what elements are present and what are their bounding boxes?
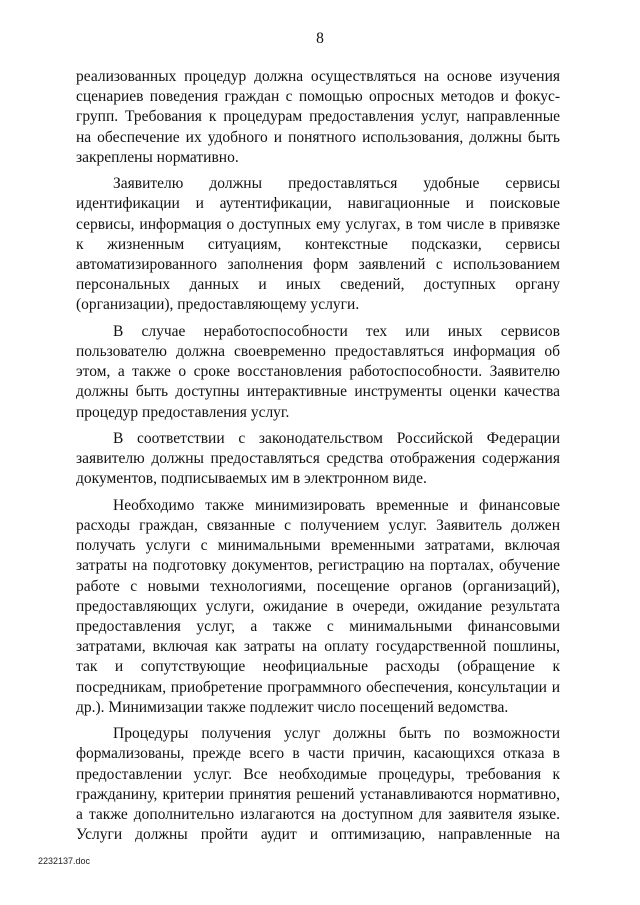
paragraph-5: Необходимо также минимизировать временные и финансовые расходы граждан, связанные с получением услуг. Заявитель должен получать услуги с минимальными временными затратами, включая затраты на подготовку документов, регистрацию на порталах, обучение работе с новыми технологиями, посещение органов (организаций), предоставляющих услуги, ожидание в очереди, ожидание результата предоставления услуг, а также с минимальными финансовыми затратами, включая как затраты на оплату государственной пошлины, так и сопутствующие неофициальные расходы (обращение к посредникам, приобретение программного обеспечения, консультации и др.). Минимизации также подлежит число посещений ведомства. xyxy=(76,496,560,716)
paragraph-6: Процедуры получения услуг должны быть по возможности формализованы, прежде всего в части причин, касающихся отказа в предоставлении услуг. Все необходимые процедуры, требования к гражданину, критерии принятия решений устанавливаются нормативно, а также дополнительно излагаются на доступном для заявителя языке. Услуги должны пройти аудит и оптимизацию, направленные на xyxy=(76,725,560,844)
paragraph-3: В случае неработоспособности тех или иных сервисов пользователю должна своевременно предоставляться информация об этом, а также о сроке восстановления работоспособности. Заявителю должны быть доступны интерактивные инструменты оценки качества процедур предоставления услуг. xyxy=(76,322,560,421)
footer-doc-id: 2232137.doc xyxy=(38,856,91,866)
paragraph-4: В соответствии с законодательством Российской Федерации заявителю должны предоставляться средства отображения содержания документов, подписываемых им в электронном виде. xyxy=(76,430,560,488)
paragraph-1: реализованных процедур должна осуществляться на основе изучения сценариев поведения граждан с помощью опросных методов и фокус-групп. Требования к процедурам предоставления услуг, направленные на обеспечение их удобного и понятного использования, должны быть закреплены нормативно. xyxy=(76,68,560,166)
paragraph-2: Заявителю должны предоставляться удобные сервисы идентификации и аутентификации, навигационные и поисковые сервисы, информация о доступных ему услугах, в том числе в привязке к жизненным ситуациям, контекстные подсказки, сервисы автоматизированного заполнения форм заявлений с использованием персональных данных и иных сведений, доступных органу (организации), предоставляющему услуги. xyxy=(76,175,560,314)
page-number: 8 xyxy=(316,30,324,47)
document-body xyxy=(76,67,560,852)
